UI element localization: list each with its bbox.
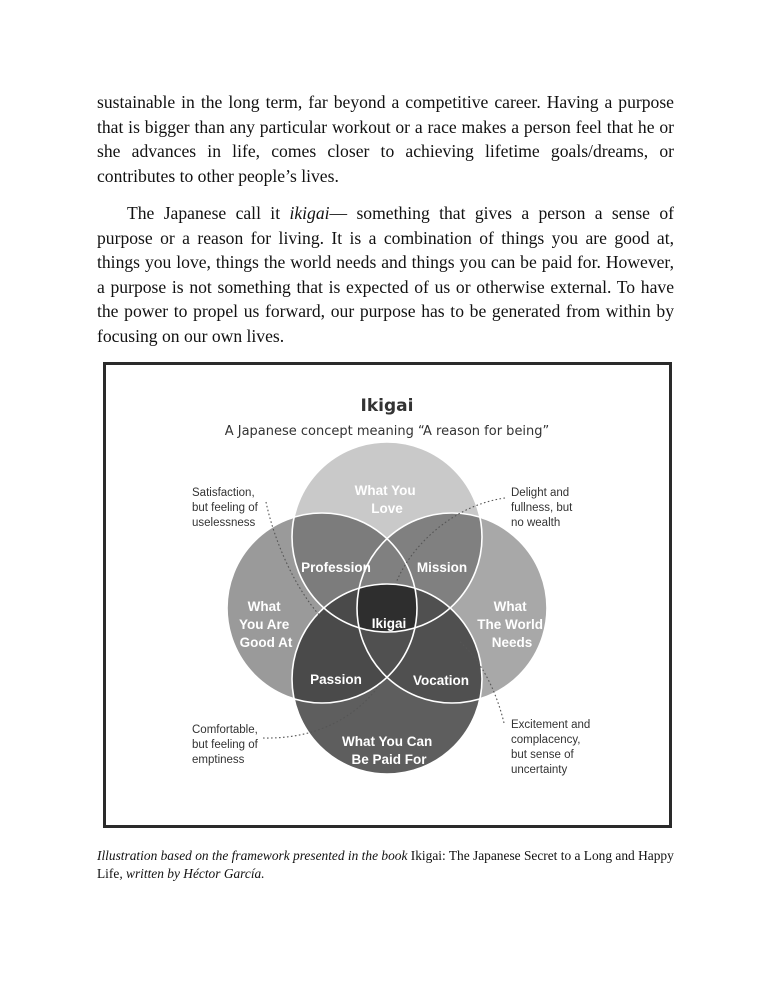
profession-label: Profession [301,560,371,575]
note-bottom-left: Comfortable, but feeling of emptiness [192,724,258,766]
ikigai-term: ikigai [289,203,330,223]
world-needs-label: What The World Needs [477,599,543,650]
figure-subtitle: A Japanese concept meaning “A reason for being” [224,424,550,439]
vocation-label: Vocation [412,673,470,688]
passion-label: Passion [310,672,362,687]
what-you-love-label: What You Love [354,483,416,516]
caption-book-title: Ikigai: The Japanese Secret to a Long and Happy Life [97,848,674,881]
caption-author: , written by Héctor García. [119,866,265,881]
figure-caption [97,847,697,883]
note-bottom-right: Excitement and complacency, but sense of uncertainty [511,719,591,776]
paid-for-label: What You Can Be Paid For [341,734,433,767]
ikigai-figure [103,362,672,828]
ikigai-venn-diagram [106,365,669,825]
paragraph-2-rest: — something that gives a person a sense of purpose or a reason for living. It is a combination of things you are good at, things you love, things the world needs and things you can be paid for. However, a purpose is not something that is expected of us or otherwise external. To have the power to propel us forward, our purpose has to be generated from within by focusing on our own lives. [97,203,674,346]
paragraph-2-intro: The Japanese call it [127,203,290,223]
caption-intro: Illustration based on the framework presented in the book [97,848,411,863]
note-top-left: Satisfaction, but feeling of uselessness [192,487,258,529]
good-at-label: What You Are Good At [238,599,293,650]
note-top-right: Delight and fullness, but no wealth [511,487,573,529]
ikigai-center-label: Ikigai [371,616,407,631]
paragraph-1-text: sustainable in the long term, far beyond a competitive career. Having a purpose that is bigger than any particular workout or a race makes a person feel that he or she advances in life, comes closer to achieving lifetime goals/dreams, or contributes to other people’s lives. [97,92,674,186]
body-paragraph-1 [97,90,674,188]
mission-label: Mission [416,560,468,575]
figure-title: Ikigai [360,396,414,416]
body-paragraph-2 [97,201,674,349]
